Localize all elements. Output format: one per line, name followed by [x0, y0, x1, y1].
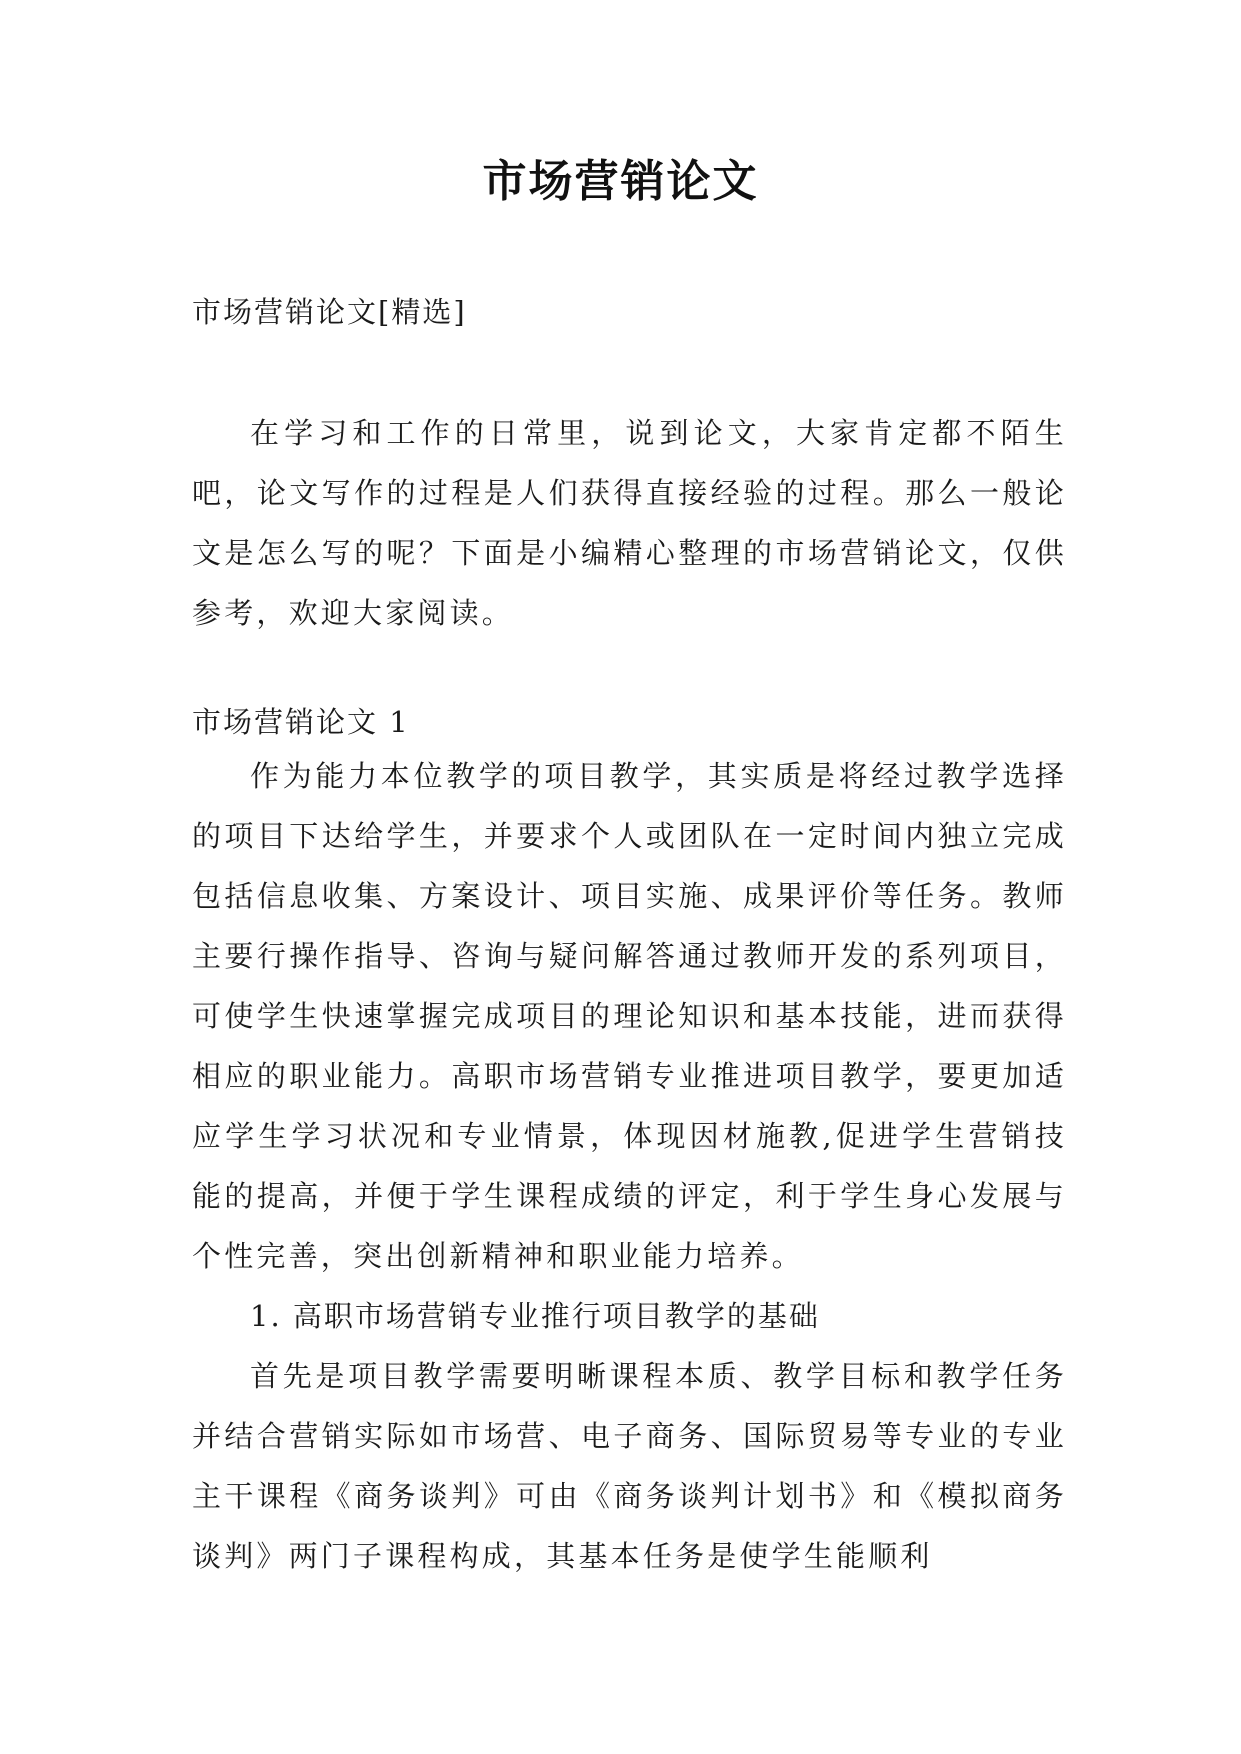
body-paragraph-1: 作为能力本位教学的项目教学，其实质是将经过教学选择的项目下达给学生，并要求个人或团队在一定时间内独立完成包括信息收集、方案设计、项目实施、成果评价等任务。教师主要行操作指导、咨询与疑问解答通过教师开发的系列项目，可使学生快速掌握完成项目的理论知识和基本技能，进而获得相应的职业能力。高职市场营销专业推进项目教学，要更加适应学生学习状况和专业情景，体现因材施教,促进学生营销技能的提高，并便于学生课程成绩的评定，利于学生身心发展与个性完善，突出创新精神和职业能力培养。: [192, 759, 1067, 1273]
body-paragraph-2: 首先是项目教学需要明晰课程本质、教学目标和教学任务并结合营销实际如市场营、电子商务、国际贸易等专业的专业主干课程《商务谈判》可由《商务谈判计划书》和《模拟商务谈判》两门子课程构成，其基本任务是使学生能顺利: [192, 1359, 1067, 1573]
document-title: 市场营销论文: [482, 156, 759, 207]
intro-paragraph: 在学习和工作的日常里，说到论文，大家肯定都不陌生吧，论文写作的过程是人们获得直接经验的过程。那么一般论文是怎么写的呢？下面是小编精心整理的市场营销论文，仅供参考，欢迎大家阅读。: [192, 416, 1067, 630]
document-subtitle: 市场营销论文[精选]: [192, 295, 467, 329]
section-heading: 市场营销论文 1: [192, 705, 410, 739]
item-heading-1: 1. 高职市场营销专业推行项目教学的基础: [250, 1299, 820, 1333]
intro-block: [192, 403, 1067, 643]
section-body: [192, 746, 1067, 1586]
